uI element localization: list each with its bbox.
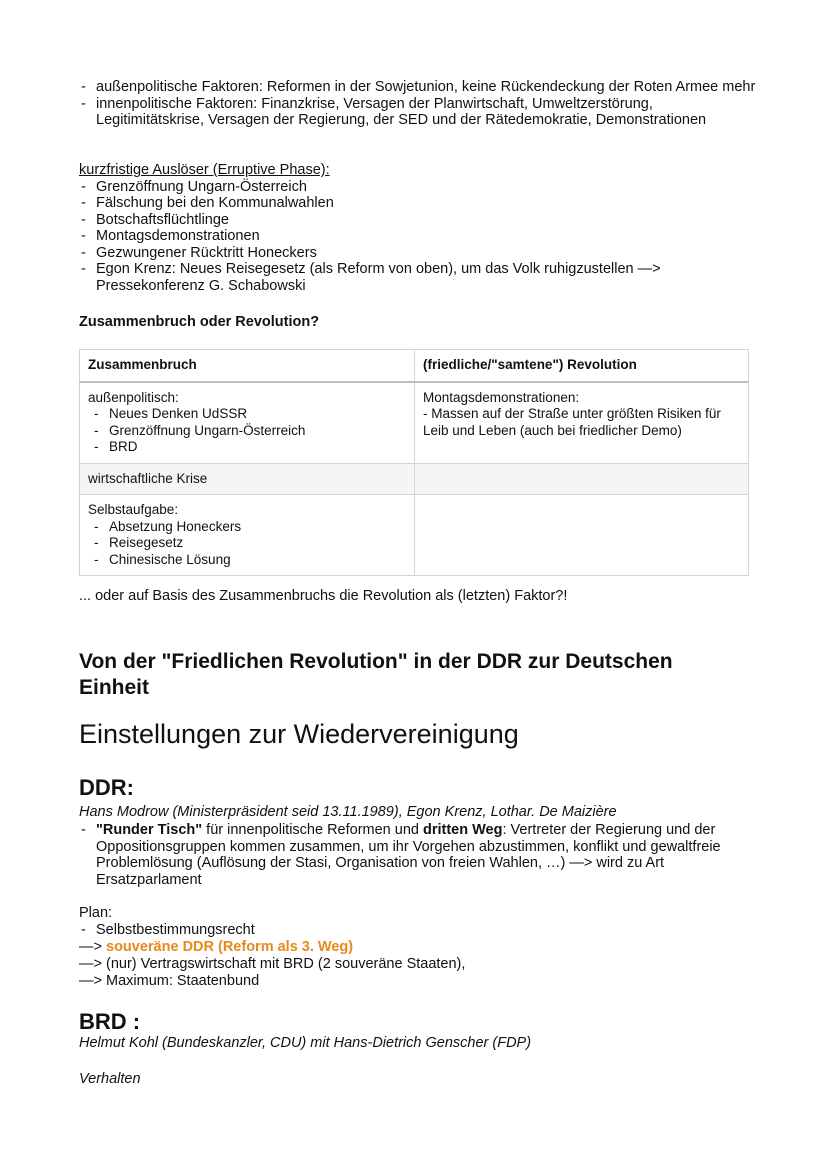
table-row: [80, 382, 749, 464]
triggers-section: [79, 162, 759, 294]
list-item: - Neues Denken UdSSR: [88, 406, 406, 423]
cell-text: - Massen auf der Straße unter größten Risiken für Leib und Leben (auch bei friedlicher Demo): [423, 406, 721, 438]
list-item: - Grenzöffnung Ungarn-Österreich: [88, 423, 406, 440]
plan-list: [79, 922, 759, 939]
triggers-heading: kurzfristige Auslöser (Erruptive Phase):: [79, 162, 330, 178]
plan-list-wrap: [79, 922, 759, 939]
list-item: - Chinesische Lösung: [88, 552, 406, 569]
third-way-term: dritten Weg: [423, 822, 503, 838]
table-cell: [415, 382, 749, 464]
list-item: - Gezwungener Rücktritt Honeckers: [79, 245, 759, 262]
question-heading: Zusammenbruch oder Revolution?: [79, 314, 320, 330]
table-cell: wirtschaftliche Krise: [80, 463, 415, 495]
table-cell: [415, 463, 749, 495]
ddr-points: [79, 822, 759, 888]
main-title: Einstellungen zur Wiedervereinigung: [79, 719, 519, 749]
table-row: [80, 495, 749, 576]
point-text: : Vertreter der Regierung und der Oppositionsgruppen kommen zusammen, um ihr Vorgehen abzustimmen, konflikt und gewaltfreie Problemlösung (Auflösung der Stasi, Organisation von freien Wahlen, …) —> wird zu Art Ersatzparlament: [96, 822, 721, 888]
list-item: - innenpolitische Faktoren: Finanzkrise, Versagen der Planwirtschaft, Umweltzerstörung, Legitimitätskrise, Versagen der Regierung, der SED und der Rätedemokratie, Demonstrationen: [79, 96, 759, 129]
triggers-list: [79, 179, 759, 295]
ddr-persons: Hans Modrow (Ministerpräsident seid 13.11.1989), Egon Krenz, Lothar. De Maizière: [79, 804, 617, 820]
cell-title: Montagsdemonstrationen:: [423, 389, 580, 405]
factors-list: [79, 79, 759, 129]
section-title: Von der "Friedlichen Revolution" in der DDR zur Deutschen Einheit: [79, 650, 673, 699]
after-table-text: ... oder auf Basis des Zusammenbruchs die Revolution als (letzten) Faktor?!: [79, 588, 568, 604]
table-row: [80, 463, 749, 495]
list-item: - außenpolitische Faktoren: Reformen in der Sowjetunion, keine Rückendeckung der Roten Armee mehr: [79, 79, 759, 96]
cell-list: [88, 519, 406, 569]
table-header-cell: (friedliche/"samtene") Revolution: [415, 350, 749, 382]
brd-heading: BRD :: [79, 1009, 141, 1034]
table-cell: [415, 495, 749, 576]
list-item: - BRD: [88, 439, 406, 456]
plan-label: Plan:: [79, 905, 113, 921]
round-table-term: "Runder Tisch": [96, 822, 203, 838]
brd-persons: Helmut Kohl (Bundeskanzler, CDU) mit Hans-Dietrich Genscher (FDP): [79, 1035, 532, 1051]
list-item: - Egon Krenz: Neues Reisegesetz (als Reform von oben), um das Volk ruhigzustellen —> Pressekonferenz G. Schabowski: [79, 261, 759, 294]
list-item: - Selbstbestimmungsrecht: [79, 922, 759, 939]
list-item: - Reisegesetz: [88, 535, 406, 552]
plan-arrow-1: [79, 939, 759, 956]
table-cell: [80, 382, 415, 464]
comparison-table: [79, 349, 749, 576]
table-header-cell: Zusammenbruch: [80, 350, 415, 382]
sovereign-ddr-highlight: souveräne DDR (Reform als 3. Weg): [106, 939, 354, 955]
factors-section: [79, 79, 759, 129]
ddr-list: [79, 822, 759, 888]
table-header-row: [80, 350, 749, 382]
list-item: - Absetzung Honeckers: [88, 519, 406, 536]
list-item: - Grenzöffnung Ungarn-Österreich: [79, 179, 759, 196]
list-item: - Fälschung bei den Kommunalwahlen: [79, 195, 759, 212]
list-item: [79, 822, 759, 888]
table-cell: [80, 495, 415, 576]
list-item: - Montagsdemonstrationen: [79, 228, 759, 245]
point-text: für innenpolitische Reformen und: [202, 822, 423, 838]
plan-arrow-2: —> (nur) Vertragswirtschaft mit BRD (2 souveräne Staaten),: [79, 956, 466, 972]
cell-title: außenpolitisch:: [88, 389, 179, 405]
ddr-heading: DDR:: [79, 775, 134, 800]
plan-arrow-3: —> Maximum: Staatenbund: [79, 973, 260, 989]
list-item: - Botschaftsflüchtlinge: [79, 212, 759, 229]
cell-title: Selbstaufgabe:: [88, 502, 179, 517]
arrow-prefix: —>: [79, 939, 106, 955]
cell-list: [88, 406, 406, 456]
brd-behaviour-label: Verhalten: [79, 1071, 141, 1087]
